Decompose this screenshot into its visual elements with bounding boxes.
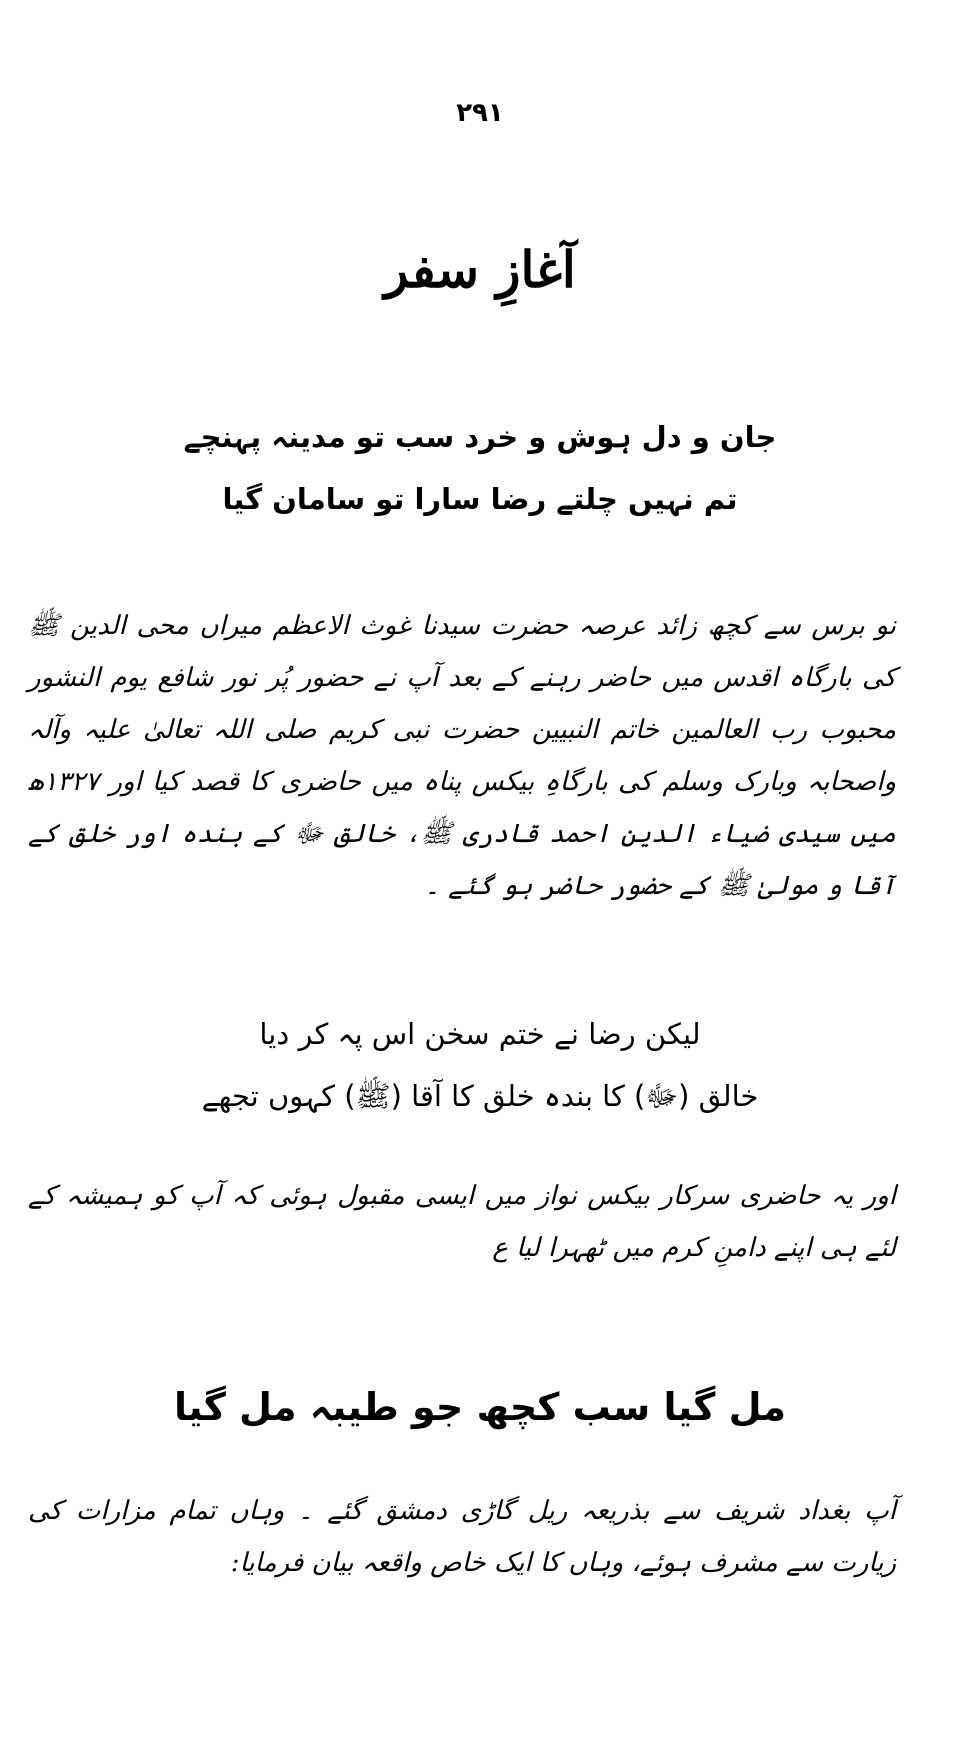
- paragraph: آپ بغداد شریف سے بذریعہ ریل گاڑی دمشق گئے ۔ وہاں تمام مزارات کی زیارت سے مشرف ہوئے، وہاں کا ایک خاص واقعہ بیان فرمایا:: [28, 1496, 896, 1578]
- verse-line: لیکن رضا نے ختم سخن اس پہ کر دیا: [259, 1017, 701, 1051]
- closing-verse: [0, 1003, 960, 1127]
- paragraph: نو برس سے کچھ زائد عرصہ حضرت سیدنا غوث الاعظم میراں محی الدین ﷺ کی بارگاہ اقدس میں حاضر رہنے کے بعد آپ نے حضور پُر نور شافع یوم النشور محبوب رب العالمین خاتم النبیین حضرت نبی کریم صلی اللہ تعالیٰ علیہ وآلہ واصحابہ وبارک وسلم کی بارگاہِ بیکس پناہ میں حاضری کا قصد کیا اور ۱۳۲۷ھ میں سیدی ضیاء الدین احمد قادری ﷺ، خالق ﷻ کے بندہ اور خلق کے آقا و مولیٰ ﷺ کے حضور حاضر ہو گئے ۔: [28, 611, 896, 901]
- verse-line: جان و دل ہوش و خرد سب تو مدینہ پہنچے: [183, 420, 777, 454]
- page-number: ۲۹۱: [456, 98, 504, 128]
- verse-line: خالق (ﷻ) کا بندہ خلق کا آقا (ﷺ) کہوں تجھے: [201, 1079, 759, 1113]
- section-heading: مل گیا سب کچھ جو طیبہ مل گیا: [173, 1385, 787, 1429]
- paragraph: اور یہ حاضری سرکار بیکس نواز میں ایسی مقبول ہوئی کہ آپ کو ہمیشہ کے لئے ہی اپنے دامنِ کرم میں ٹھہرا لیا ع: [28, 1181, 896, 1263]
- chapter-title: آغازِ سفر: [384, 240, 576, 299]
- opening-verse: [0, 406, 960, 530]
- verse-line: تم نہیں چلتے رضا سارا تو سامان گیا: [222, 482, 738, 516]
